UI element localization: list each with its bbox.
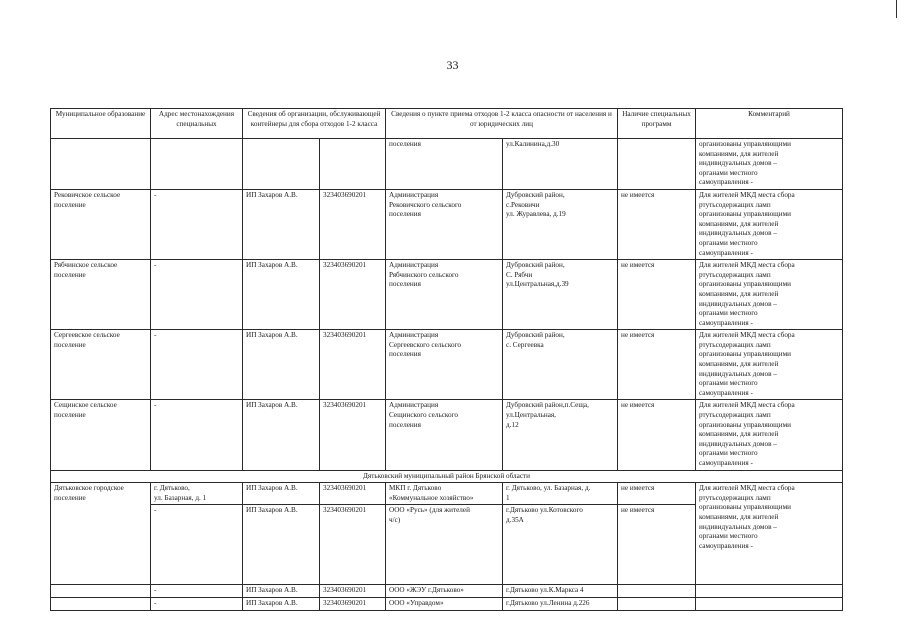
cell-comment: Для жителей МКД места сбора ртутьсодержащих ламп организованы управляющими компаниями, для жителей индивидуальных домов – органами местного самоуправления - bbox=[696, 400, 843, 470]
cell-programs bbox=[618, 585, 696, 598]
cell-point-name: Администрация Сещинского сельского поселения bbox=[386, 400, 503, 470]
table-row bbox=[51, 585, 843, 598]
cell-point-name: МКП г. Дятьково «Коммунальное хозяйство» bbox=[386, 483, 503, 505]
cell-comment: Для жителей МКД места сбора ртутьсодержащих ламп организованы управляющими компаниями, для жителей индивидуальных домов – органами местного самоуправления - bbox=[696, 483, 843, 585]
cell-municipality: Сергеевское сельское поселение bbox=[51, 330, 151, 400]
cell-organization: ИП Захаров А.В. bbox=[243, 597, 320, 610]
table-row bbox=[51, 483, 843, 505]
cell-municipality bbox=[51, 585, 151, 598]
cell-inn bbox=[320, 139, 386, 190]
table-row bbox=[51, 139, 843, 190]
table-row bbox=[51, 597, 843, 610]
header-collection-point: Сведения о пункте приема отходов 1-2 класса опасности от населения и от юридических лиц bbox=[386, 109, 618, 139]
cell-point-name: ООО «Управдом» bbox=[386, 597, 503, 610]
cell-municipality bbox=[51, 597, 151, 610]
cell-point-address: г.Дятьково ул.К.Маркса 4 bbox=[503, 585, 618, 598]
cell-point-address: ул.Калинина,д.30 bbox=[503, 139, 618, 190]
cell-inn: 323403690201 bbox=[320, 260, 386, 330]
cell-point-address: г.Дятьково ул.Котовского д.35А bbox=[503, 505, 618, 585]
cell-point-name: ООО «ЖЭУ г.Дятьково» bbox=[386, 585, 503, 598]
cell-comment bbox=[696, 597, 843, 610]
cell-address: - bbox=[151, 330, 243, 400]
page-number: 33 bbox=[446, 58, 459, 72]
cell-point-name: Администрация Рековичского сельского поселения bbox=[386, 189, 503, 259]
cell-point-name: Администрация Сергеевского сельского поселения bbox=[386, 330, 503, 400]
header-programs: Наличие специальных программ bbox=[618, 109, 696, 139]
cell-inn: 323403690201 bbox=[320, 505, 386, 585]
table-row bbox=[51, 330, 843, 400]
cell-comment: Для жителей МКД места сбора ртутьсодержащих ламп организованы управляющими компаниями, для жителей индивидуальных домов – органами местного самоуправления - bbox=[696, 260, 843, 330]
section-title: Дятьковский муниципальный район Брянской области bbox=[51, 470, 843, 483]
header-address: Адрес местонахождения специальных bbox=[151, 109, 243, 139]
cell-address: - bbox=[151, 189, 243, 259]
table-row bbox=[51, 260, 843, 330]
header-organization: Сведения об организации, обслуживающей контейнеры для сбора отходов 1-2 класса bbox=[243, 109, 386, 139]
cell-organization: ИП Захаров А.В. bbox=[243, 505, 320, 585]
cell-inn: 323403690201 bbox=[320, 330, 386, 400]
cell-point-address: Дубровский район, с. Сергеевка bbox=[503, 330, 618, 400]
cell-comment: Для жителей МКД места сбора ртутьсодержащих ламп организованы управляющими компаниями, для жителей индивидуальных домов – органами местного самоуправления - bbox=[696, 189, 843, 259]
cell-programs: не имеется bbox=[618, 189, 696, 259]
cell-programs bbox=[618, 597, 696, 610]
waste-collection-table bbox=[50, 108, 843, 611]
cell-programs: не имеется bbox=[618, 330, 696, 400]
cell-point-address: г. Дятьково, ул. Базарная, д. 1 bbox=[503, 483, 618, 505]
header-municipality: Муниципальное образование bbox=[51, 109, 151, 139]
cell-organization: ИП Захаров А.В. bbox=[243, 330, 320, 400]
cell-programs: не имеется bbox=[618, 400, 696, 470]
table-row bbox=[51, 189, 843, 259]
cell-municipality: Рябчинское сельское поселение bbox=[51, 260, 151, 330]
header-comment: Комментарий bbox=[696, 109, 843, 139]
cell-comment: Для жителей МКД места сбора ртутьсодержащих ламп организованы управляющими компаниями, для жителей индивидуальных домов – органами местного самоуправления - bbox=[696, 330, 843, 400]
cell-programs: не имеется bbox=[618, 483, 696, 505]
cell-inn: 323403690201 bbox=[320, 189, 386, 259]
cell-programs: не имеется bbox=[618, 505, 696, 585]
cell-point-address: Дубровский район,п.Сеща, ул.Центральная, д.12 bbox=[503, 400, 618, 470]
scan-edge-mark bbox=[896, 0, 897, 18]
cell-programs: не имеется bbox=[618, 260, 696, 330]
cell-inn: 323403690201 bbox=[320, 400, 386, 470]
cell-comment: организованы управляющими компаниями, для жителей индивидуальных домов – органами местного самоуправления - bbox=[696, 139, 843, 190]
cell-point-address: Дубровский район, с.Рековичи ул. Журавлева, д.19 bbox=[503, 189, 618, 259]
table-row bbox=[51, 400, 843, 470]
cell-municipality: Сещинское сельское поселение bbox=[51, 400, 151, 470]
cell-organization: ИП Захаров А.В. bbox=[243, 483, 320, 505]
cell-comment bbox=[696, 585, 843, 598]
cell-point-name: Администрация Рябчинского сельского поселения bbox=[386, 260, 503, 330]
cell-inn: 323403690201 bbox=[320, 585, 386, 598]
cell-organization: ИП Захаров А.В. bbox=[243, 400, 320, 470]
cell-address: г. Дятьково, ул. Базарная, д. 1 bbox=[151, 483, 243, 505]
cell-municipality: Рековичское сельское поселение bbox=[51, 189, 151, 259]
cell-point-address: Дубровский район, С. Рябчи ул.Центральная,д.39 bbox=[503, 260, 618, 330]
cell-address: - bbox=[151, 597, 243, 610]
cell-municipality bbox=[51, 139, 151, 190]
cell-inn: 323403690201 bbox=[320, 597, 386, 610]
cell-point-name: поселения bbox=[386, 139, 503, 190]
cell-organization: ИП Захаров А.В. bbox=[243, 260, 320, 330]
cell-address: - bbox=[151, 400, 243, 470]
cell-programs bbox=[618, 139, 696, 190]
cell-organization: ИП Захаров А.В. bbox=[243, 189, 320, 259]
cell-address: - bbox=[151, 260, 243, 330]
header-row bbox=[51, 109, 843, 139]
cell-address: - bbox=[151, 505, 243, 585]
cell-address: - bbox=[151, 585, 243, 598]
cell-municipality: Дятьковское городское поселение bbox=[51, 483, 151, 585]
cell-point-address: г.Дятьково ул.Ленина д.226 bbox=[503, 597, 618, 610]
section-row bbox=[51, 470, 843, 483]
cell-address bbox=[151, 139, 243, 190]
cell-organization bbox=[243, 139, 320, 190]
cell-point-name: ООО «Русь» (для жителей ч/с) bbox=[386, 505, 503, 585]
cell-organization: ИП Захаров А.В. bbox=[243, 585, 320, 598]
cell-inn: 323403690201 bbox=[320, 483, 386, 505]
